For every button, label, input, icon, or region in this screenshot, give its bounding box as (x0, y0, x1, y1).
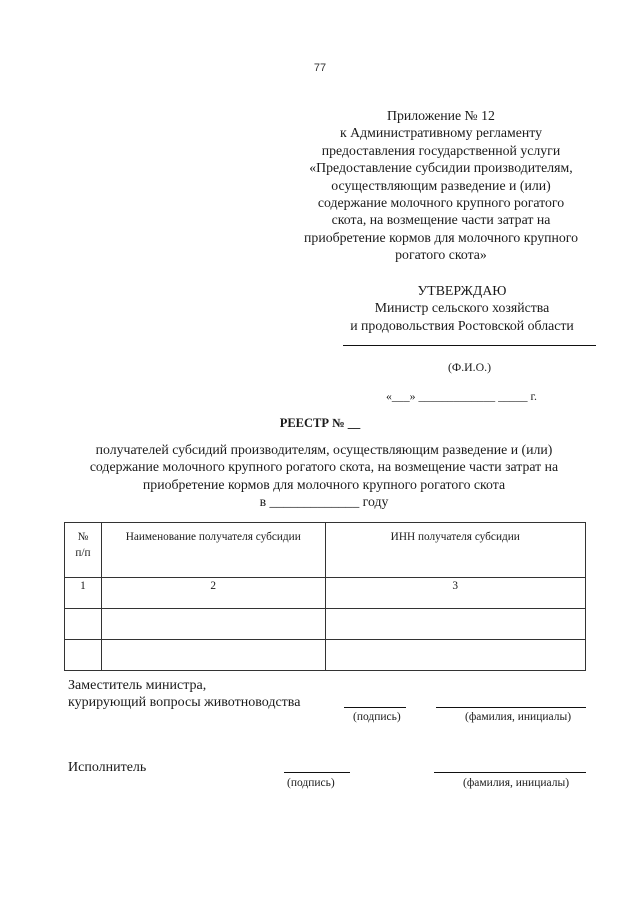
executor-signature-line (284, 772, 350, 773)
deputy-name-line (436, 707, 586, 708)
table-cell: 1 (65, 578, 102, 609)
deputy-name-caption: (фамилия, инициалы) (465, 711, 572, 723)
appendix-line: предоставления государственной услуги (321, 142, 561, 158)
executor-label: Исполнитель (68, 760, 147, 775)
header-recipient-name: Наименование получателя субсидии (101, 523, 325, 578)
header-inn: ИНН получателя субсидии (325, 523, 585, 578)
registry-desc-line: получателей субсидий производителям, осуществляющим разведение и (или) (95, 442, 553, 457)
table-numbering-row (65, 578, 586, 609)
table-row (65, 640, 586, 671)
table-cell: 3 (325, 578, 585, 609)
deputy-line: Заместитель министра, (68, 678, 207, 693)
appendix-line: «Предоставление субсидии производителям, (309, 160, 573, 176)
table-cell: 2 (101, 578, 325, 609)
approval-block (322, 282, 602, 334)
table-cell (325, 640, 585, 671)
deputy-line: курирующий вопросы животноводства (68, 695, 301, 711)
table-cell (101, 609, 325, 640)
executor-signature-caption: (подпись) (287, 777, 335, 789)
registry-desc-line: приобретение кормов для молочного крупного рогатого скота (142, 476, 506, 492)
deputy-signature-line (344, 707, 406, 708)
appendix-header (282, 107, 600, 264)
appendix-line: к Административному регламенту (339, 125, 542, 141)
appendix-line: рогатого скота» (395, 247, 487, 263)
executor-name-line (434, 772, 586, 773)
header-number: № п/п (65, 523, 102, 578)
appendix-line: приобретение кормов для молочного крупного (304, 229, 578, 245)
approval-signature-line (343, 345, 596, 346)
deputy-signature-caption: (подпись) (353, 711, 401, 723)
registry-description (60, 441, 588, 511)
registry-desc-line: в _____________ году (259, 494, 389, 510)
table-cell (325, 609, 585, 640)
approval-heading: УТВЕРЖДАЮ (417, 283, 507, 298)
approval-position: и продовольствия Ростовской области (350, 317, 574, 333)
table-cell (101, 640, 325, 671)
appendix-line: Приложение № 12 (387, 108, 495, 123)
registry-title: РЕЕСТР № __ (279, 416, 361, 430)
table-cell (65, 609, 102, 640)
table-header-row (65, 523, 586, 578)
executor-name-caption: (фамилия, инициалы) (463, 777, 570, 789)
approval-position: Министр сельского хозяйства (374, 300, 550, 316)
approval-date: «___» _____________ _____ г. (386, 389, 537, 403)
appendix-line: осуществляющим разведение и (или) (331, 177, 551, 193)
registry-desc-line: содержание молочного крупного рогатого скота, на возмещение части затрат на (89, 459, 559, 475)
table-row (65, 609, 586, 640)
deputy-minister-label (68, 677, 300, 712)
fio-caption: (Ф.И.О.) (447, 360, 492, 374)
registry-table (64, 522, 586, 671)
appendix-line: скота, на возмещение части затрат на (331, 212, 551, 228)
table-cell (65, 640, 102, 671)
appendix-line: содержание молочного крупного рогатого (317, 195, 565, 211)
page-number: 77 (313, 62, 327, 74)
